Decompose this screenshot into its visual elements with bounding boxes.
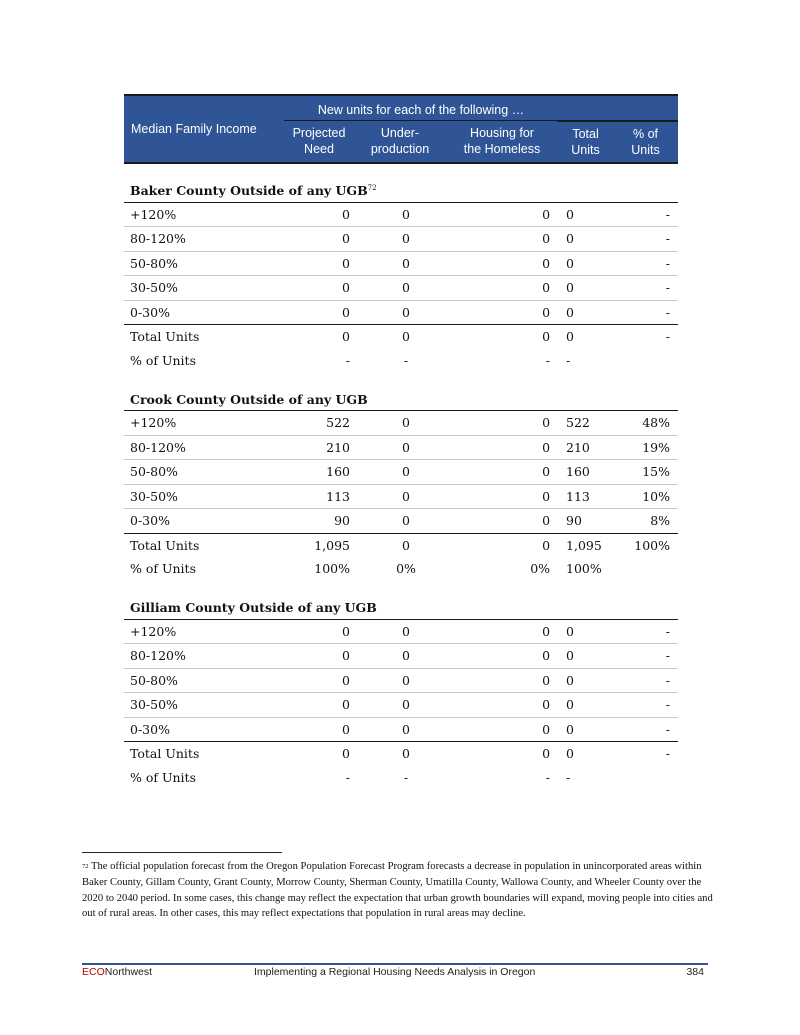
cell-value: -	[345, 352, 350, 368]
cell-value: 0	[446, 276, 558, 301]
cell-value: 0	[446, 227, 558, 252]
cell-value: 0	[284, 300, 354, 325]
cell-value: 0	[446, 693, 558, 718]
footnote-ref: 72	[367, 183, 377, 192]
cell-value: -	[566, 769, 571, 785]
cell-value: 522	[558, 411, 613, 436]
cell-value: 0	[446, 509, 558, 534]
cell-value: 0	[354, 484, 446, 509]
row-label: Total Units	[130, 746, 200, 762]
row-label: +120%	[124, 411, 284, 436]
header-projected-need	[284, 121, 354, 163]
cell-value: -	[665, 746, 671, 762]
cell-value: 0	[354, 509, 446, 534]
table-row	[124, 460, 678, 485]
row-label: 30-50%	[124, 276, 284, 301]
section-title-cell	[124, 591, 678, 620]
cell-value: 0	[446, 435, 558, 460]
cell-value: 0	[284, 717, 354, 742]
cell-value: -	[613, 251, 678, 276]
total-row	[124, 533, 678, 557]
total-row	[124, 742, 678, 766]
spacer-cell	[124, 581, 678, 591]
table-row	[124, 276, 678, 301]
cell-value: 522	[284, 411, 354, 436]
header-homeless-line2: the Homeless	[463, 142, 541, 157]
section-title: Baker County Outside of any UGB	[130, 183, 368, 198]
cell-value: 0	[558, 619, 613, 644]
row-label: Total Units	[130, 537, 200, 553]
cell-value: 0	[354, 619, 446, 644]
cell-value: 0	[558, 251, 613, 276]
table-row	[124, 619, 678, 644]
percent-row	[124, 349, 678, 373]
cell-value: -	[613, 276, 678, 301]
cell-value: 0	[354, 227, 446, 252]
cell-value: 0	[284, 644, 354, 669]
footer-brand	[82, 966, 152, 978]
header-percent-units	[613, 121, 678, 163]
cell-value: 0	[446, 460, 558, 485]
header-total-line1: Total	[572, 126, 599, 141]
table-body	[124, 163, 678, 790]
footer-rule	[82, 963, 708, 965]
cell-value: 0	[446, 668, 558, 693]
cell-value: 0	[342, 329, 350, 345]
cell-value: 0	[354, 276, 446, 301]
header-total-units-top	[558, 95, 613, 121]
row-label: 80-120%	[124, 644, 284, 669]
section-spacer	[124, 163, 678, 174]
cell-value: 0	[354, 460, 446, 485]
cell-value: 0	[284, 227, 354, 252]
row-label: 0-30%	[124, 509, 284, 534]
total-row	[124, 325, 678, 349]
cell-value: 100%	[634, 537, 671, 553]
cell-value: 0	[558, 693, 613, 718]
cell-value: 210	[284, 435, 354, 460]
cell-value: -	[403, 352, 409, 368]
cell-value: 0	[284, 693, 354, 718]
cell-value: -	[545, 352, 551, 368]
table-row	[124, 644, 678, 669]
header-group-new-units: New units for each of the following …	[284, 95, 558, 121]
row-label: +120%	[124, 202, 284, 227]
cell-value: 0	[354, 693, 446, 718]
cell-value: 0	[354, 668, 446, 693]
cell-value: 0	[284, 276, 354, 301]
cell-value: 100%	[314, 561, 350, 577]
cell-value: 0	[558, 668, 613, 693]
cell-value: 90	[558, 509, 613, 534]
cell-value: 0	[354, 300, 446, 325]
cell-value: 0	[446, 484, 558, 509]
header-total-line2: Units	[571, 142, 600, 157]
row-label: % of Units	[130, 352, 196, 368]
row-label: +120%	[124, 619, 284, 644]
cell-value: 0	[284, 202, 354, 227]
section-header	[124, 382, 678, 411]
percent-row	[124, 557, 678, 581]
section-title: Crook County Outside of any UGB	[130, 391, 368, 407]
row-label: % of Units	[130, 561, 196, 577]
header-housing-homeless	[446, 121, 558, 163]
header-projected-line2: Need	[304, 142, 334, 157]
cell-value: -	[613, 717, 678, 742]
section-header	[124, 174, 678, 203]
header-pct-line2: Units	[631, 142, 660, 157]
cell-value: 0	[354, 251, 446, 276]
cell-value: 0	[354, 717, 446, 742]
cell-value	[613, 349, 678, 373]
cell-value: -	[613, 619, 678, 644]
header-underproduction	[354, 121, 446, 163]
cell-value: 0	[354, 202, 446, 227]
table-row	[124, 300, 678, 325]
cell-value: 113	[558, 484, 613, 509]
cell-value: 0	[354, 411, 446, 436]
footer-brand-rest: Northwest	[104, 966, 153, 978]
header-projected-line1: Projected	[292, 126, 346, 141]
cell-value	[613, 557, 678, 581]
table-row	[124, 227, 678, 252]
cell-value: 0	[566, 746, 574, 762]
footnote-number: 72	[82, 863, 89, 870]
cell-value: 15%	[613, 460, 678, 485]
cell-value: 19%	[613, 435, 678, 460]
cell-value: 1,095	[314, 537, 350, 553]
header-under-line2: production	[370, 142, 430, 157]
cell-value: 0	[558, 276, 613, 301]
cell-value: -	[613, 202, 678, 227]
cell-value: -	[345, 769, 350, 785]
section-title-cell	[124, 382, 678, 411]
table-row	[124, 509, 678, 534]
cell-value: 0	[558, 300, 613, 325]
table-header	[124, 95, 678, 163]
footnote-separator	[82, 852, 282, 853]
cell-value: 0	[542, 537, 551, 553]
cell-value	[613, 766, 678, 790]
cell-value: 0	[558, 227, 613, 252]
row-label: 50-80%	[124, 668, 284, 693]
cell-value: -	[545, 769, 551, 785]
cell-value: 1,095	[566, 537, 602, 553]
header-percent-units-top	[613, 95, 678, 121]
cell-value: 0%	[530, 561, 551, 577]
cell-value: -	[566, 352, 571, 368]
cell-value: 10%	[613, 484, 678, 509]
cell-value: 8%	[613, 509, 678, 534]
cell-value: 0	[542, 746, 551, 762]
table-row	[124, 693, 678, 718]
section-header	[124, 591, 678, 620]
cell-value: -	[665, 329, 671, 345]
cell-value: 0	[402, 537, 410, 553]
row-label: 0-30%	[124, 717, 284, 742]
cell-value: 90	[284, 509, 354, 534]
cell-value: 0	[402, 329, 410, 345]
page-footer	[82, 966, 708, 982]
cell-value: 0	[446, 717, 558, 742]
cell-value: 0	[284, 668, 354, 693]
row-label: 30-50%	[124, 693, 284, 718]
cell-value: 0	[354, 644, 446, 669]
header-total-units	[558, 121, 613, 163]
section-title: Gilliam County Outside of any UGB	[130, 600, 377, 615]
cell-value: 160	[284, 460, 354, 485]
cell-value: 0	[446, 619, 558, 644]
table-row	[124, 202, 678, 227]
percent-row	[124, 766, 678, 790]
cell-value: 0	[558, 644, 613, 669]
cell-value: -	[403, 769, 409, 785]
cell-value: 0	[342, 746, 350, 762]
cell-value: -	[613, 668, 678, 693]
cell-value: 0	[566, 329, 574, 345]
footer-brand-eco: ECO	[82, 966, 105, 978]
cell-value: 0	[542, 329, 551, 345]
cell-value: 48%	[613, 411, 678, 436]
housing-needs-table	[124, 94, 678, 789]
spacer-cell	[124, 372, 678, 382]
header-under-line1: Under-	[380, 126, 420, 141]
row-label: Total Units	[130, 329, 200, 345]
section-spacer	[124, 372, 678, 382]
footer-document-title: Implementing a Regional Housing Needs Analysis in Oregon	[254, 966, 536, 978]
footnote-text: The official population forecast from the Oregon Population Forecast Program forecasts a decrease in population in unincorporated areas within Baker County, Gillam County, Grant County, Morrow County, Sherman County, Umatilla County, Wallowa County, and Wheeler County over the 2020 to 2040 period. In some cases, this change may reflect the expectation that urban growth boundaries will expand, moving people into cities and out of rural areas. In other cases, this may reflect expectations that population in rural areas may decline.	[82, 861, 713, 920]
footnote	[82, 859, 716, 922]
cell-value: 100%	[566, 561, 602, 577]
cell-value: 0	[558, 717, 613, 742]
row-label: 50-80%	[124, 460, 284, 485]
header-median-family-income: Median Family Income	[124, 95, 284, 163]
footer-page-number: 384	[686, 966, 704, 978]
row-label: 30-50%	[124, 484, 284, 509]
section-spacer	[124, 581, 678, 591]
spacer-cell	[124, 163, 678, 174]
cell-value: -	[613, 644, 678, 669]
section-title-cell	[124, 174, 678, 203]
table-row	[124, 435, 678, 460]
header-pct-line1: % of	[633, 126, 659, 141]
row-label: 50-80%	[124, 251, 284, 276]
table-row	[124, 484, 678, 509]
cell-value: 0	[446, 300, 558, 325]
cell-value: 0	[284, 619, 354, 644]
cell-value: 0	[558, 202, 613, 227]
cell-value: 0	[446, 202, 558, 227]
table-row	[124, 668, 678, 693]
cell-value: 210	[558, 435, 613, 460]
row-label: % of Units	[130, 769, 196, 785]
row-label: 80-120%	[124, 435, 284, 460]
table-row	[124, 251, 678, 276]
cell-value: 0	[284, 251, 354, 276]
cell-value: 113	[284, 484, 354, 509]
cell-value: -	[613, 227, 678, 252]
table-row	[124, 717, 678, 742]
cell-value: 0	[402, 746, 410, 762]
cell-value: 0	[446, 644, 558, 669]
table-row	[124, 411, 678, 436]
cell-value: 160	[558, 460, 613, 485]
row-label: 0-30%	[124, 300, 284, 325]
cell-value: 0	[446, 251, 558, 276]
header-homeless-line1: Housing for	[470, 126, 534, 141]
cell-value: -	[613, 300, 678, 325]
row-label: 80-120%	[124, 227, 284, 252]
cell-value: -	[613, 693, 678, 718]
cell-value: 0%	[396, 561, 416, 577]
cell-value: 0	[446, 411, 558, 436]
cell-value: 0	[354, 435, 446, 460]
